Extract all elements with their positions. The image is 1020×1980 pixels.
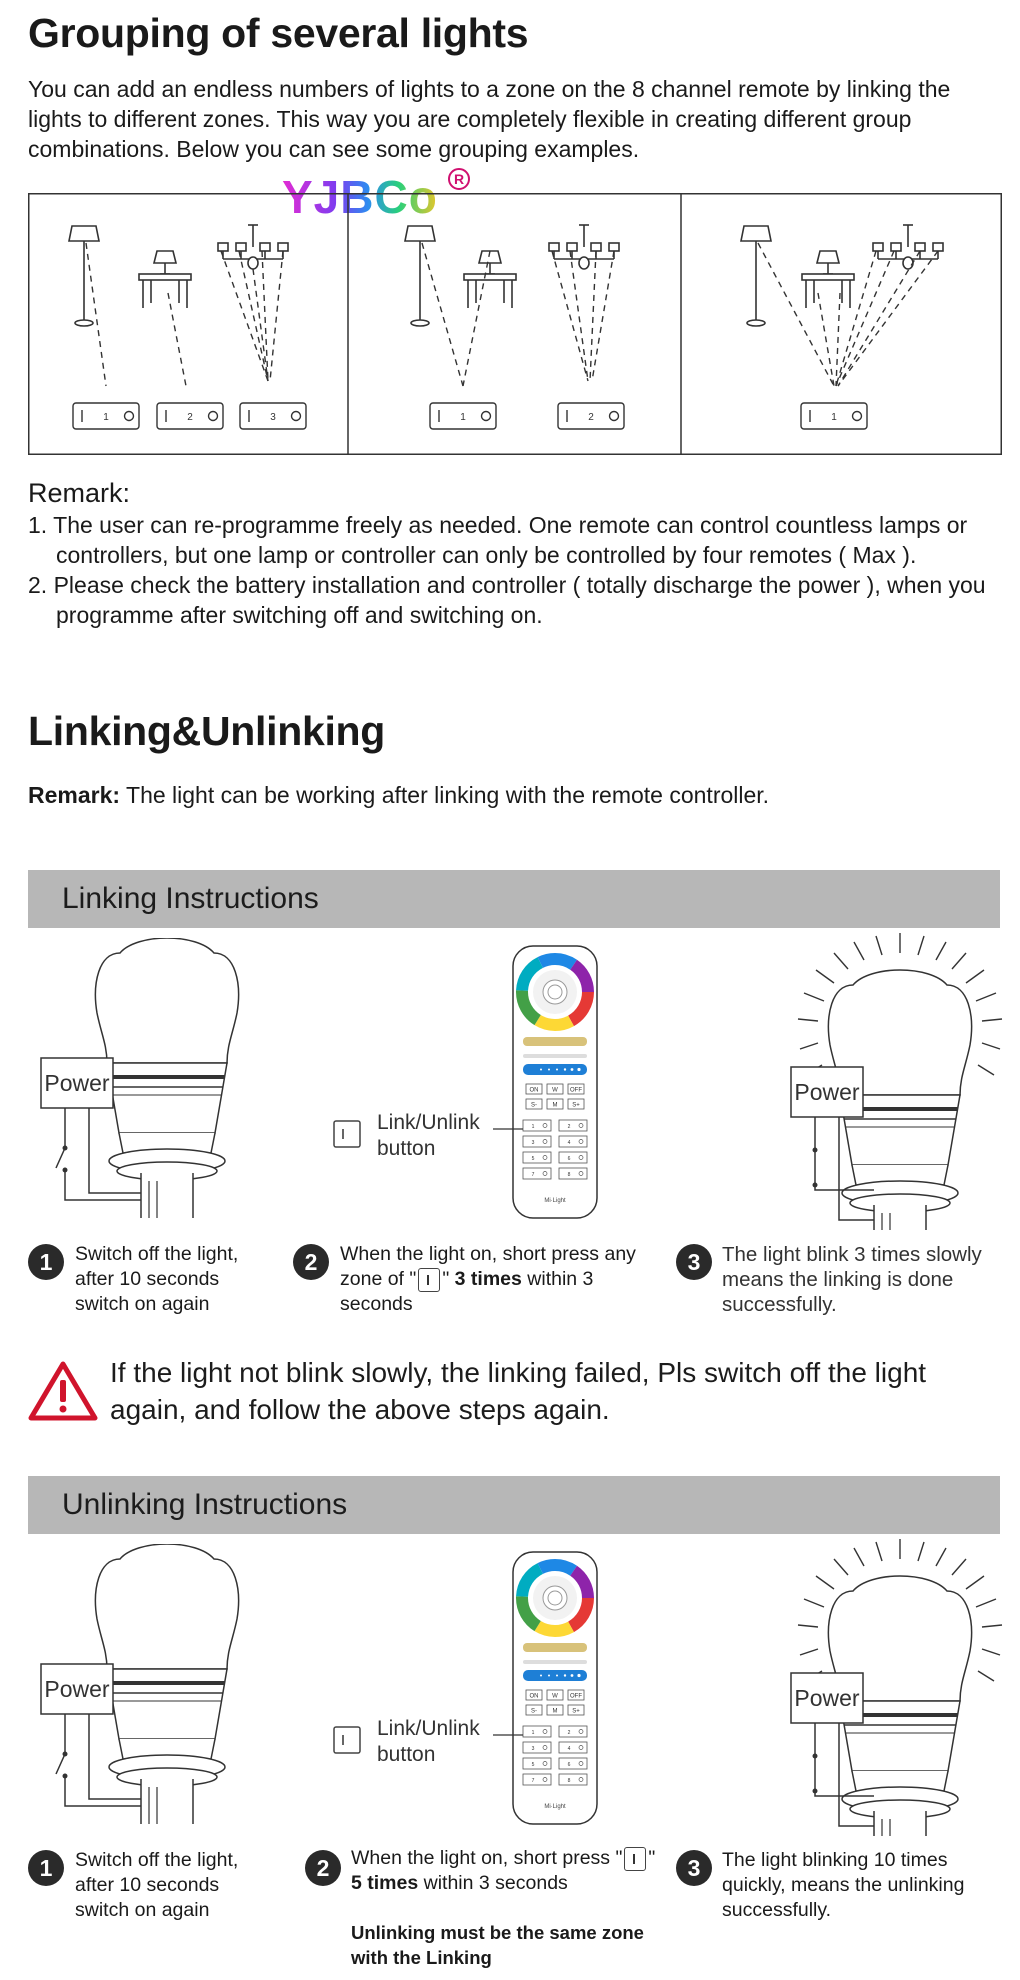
unlinking-banner — [28, 1476, 1000, 1534]
power-label: Power — [794, 1685, 860, 1711]
step-text-part: " — [648, 1847, 656, 1869]
grouping-description: You can add an endless numbers of lights to a zone on the 8 channel remote by linking the lights to different zones. This way you are completely flexible in creating different group combinations. Below you can see some grouping examples. — [28, 76, 951, 162]
zone-label: 3 — [270, 412, 276, 423]
remote-controller — [505, 1548, 605, 1832]
grouping-panel-3 — [741, 225, 943, 429]
linking-step-2 — [340, 1242, 650, 1317]
bulb-off-illustration — [28, 938, 258, 1218]
remote-key: W — [552, 1693, 558, 1700]
step-number: 3 — [676, 1244, 712, 1280]
unlinking-step-2 — [351, 1846, 671, 1896]
step-number: 2 — [305, 1850, 341, 1886]
remote-zone-key: 2 — [567, 1124, 571, 1130]
remote-key: ON — [529, 1087, 539, 1094]
linking-remark-text: The light can be working after linking with the remote controller. — [120, 782, 770, 808]
step-text-part: within 3 seconds — [340, 1268, 594, 1315]
remote-key: M — [552, 1102, 558, 1109]
registered-mark-icon: R — [448, 168, 470, 190]
zone-label: 1 — [103, 412, 109, 423]
zone-button-icon — [624, 1847, 646, 1871]
grouping-panel-1 — [69, 225, 306, 429]
remark-list — [28, 510, 988, 630]
remark-heading: Remark: — [28, 478, 131, 508]
remote-zone-key: 7 — [531, 1778, 535, 1784]
remote-key: OFF — [570, 1693, 582, 1700]
remote-brand: Mi·Light — [544, 1804, 566, 1810]
step-number: 3 — [676, 1850, 712, 1886]
power-label: Power — [44, 1070, 110, 1096]
remote-zone-key: 7 — [531, 1172, 535, 1178]
step-text-bold: 3 times — [454, 1268, 522, 1290]
linking-remark-label: Remark: — [28, 782, 121, 808]
zone-label: 2 — [187, 412, 193, 423]
zone-button-icon — [418, 1268, 440, 1292]
unlinking-note: Unlinking must be the same zone with the Linking — [351, 1922, 644, 1968]
remote-key: S+ — [572, 1102, 580, 1109]
linking-step-3: The light blink 3 times slowly means the linking is done successfully. — [722, 1243, 982, 1316]
remote-controller — [505, 942, 605, 1226]
linking-warning: If the light not blink slowly, the linking failed, Pls switch off the light again, and follow the above steps again. — [110, 1357, 927, 1425]
step-text-bold: 5 times — [351, 1872, 419, 1894]
linking-unlinking-title: Linking&Unlinking — [28, 708, 386, 754]
remote-zone-key: 4 — [567, 1746, 571, 1752]
unlinking-step-1: Switch off the light, after 10 seconds switch on again — [75, 1849, 239, 1921]
linking-step-1: Switch off the light, after 10 seconds switch on again — [75, 1243, 239, 1315]
remote-zone-key: 5 — [531, 1762, 535, 1768]
step-text-part: within 3 seconds — [418, 1872, 568, 1894]
remote-key: S+ — [572, 1708, 580, 1715]
zone-label: 1 — [460, 412, 466, 423]
remark-item: 1. The user can re-programme freely as needed. One remote can control countless lamps or controllers, but one lamp or controller can only be controlled by four remotes ( Max ). — [28, 512, 968, 568]
step-number: 2 — [293, 1244, 329, 1280]
linking-banner — [28, 870, 1000, 928]
power-label: Power — [44, 1676, 110, 1702]
grouping-title: Grouping of several lights — [28, 10, 529, 56]
unlinking-banner-label: Unlinking Instructions — [62, 1488, 348, 1521]
remote-key: W — [552, 1087, 558, 1094]
bulb-blinking-illustration — [765, 930, 1005, 1230]
grouping-diagram — [28, 193, 1002, 455]
step-text-part: When the light on, short press " — [351, 1847, 623, 1869]
remote-zone-key: 3 — [531, 1140, 535, 1146]
step-text-part: When the light on, short press any zone of " — [340, 1243, 636, 1290]
bulb-off-illustration — [28, 1544, 258, 1824]
brand-logo: YJBCo — [282, 171, 438, 223]
remote-key: ON — [529, 1693, 539, 1700]
step-text-part: " — [442, 1268, 455, 1290]
link-unlink-label — [377, 1110, 480, 1162]
linking-banner-label: Linking Instructions — [62, 882, 319, 915]
remote-key: M — [552, 1708, 558, 1715]
step-number: 1 — [28, 1244, 64, 1280]
remote-zone-key: 4 — [567, 1140, 571, 1146]
link-unlink-label — [377, 1716, 480, 1768]
remote-zone-key: 1 — [531, 1730, 535, 1736]
remote-zone-key: 6 — [567, 1156, 571, 1162]
remote-zone-key: 1 — [531, 1124, 535, 1130]
remote-key: S- — [531, 1102, 537, 1109]
grouping-panel-2 — [405, 225, 624, 429]
step-number: 1 — [28, 1850, 64, 1886]
link-unlink-line1: Link/Unlink — [377, 1717, 480, 1740]
link-unlink-line2: button — [377, 1137, 436, 1160]
zone-label: 1 — [831, 412, 837, 423]
zone-label: 2 — [588, 412, 594, 423]
remote-zone-key: 8 — [567, 1172, 571, 1178]
link-unlink-line2: button — [377, 1743, 436, 1766]
unlinking-step-3: The light blinking 10 times quickly, means the unlinking successfully. — [722, 1849, 965, 1921]
remark-item: 2. Please check the battery installation and controller ( totally discharge the power ), when you programme after switching off and switching on. — [28, 572, 986, 628]
remote-brand: Mi·Light — [544, 1198, 566, 1204]
remote-zone-key: 8 — [567, 1778, 571, 1784]
remote-key: S- — [531, 1708, 537, 1715]
remote-zone-key: 2 — [567, 1730, 571, 1736]
remote-zone-key: 5 — [531, 1156, 535, 1162]
remote-zone-key: 6 — [567, 1762, 571, 1768]
remote-zone-key: 3 — [531, 1746, 535, 1752]
linking-remark — [28, 780, 988, 810]
bulb-blinking-illustration — [765, 1536, 1005, 1836]
link-unlink-line1: Link/Unlink — [377, 1111, 480, 1134]
warning-icon — [28, 1360, 98, 1422]
power-label: Power — [794, 1079, 860, 1105]
remote-key: OFF — [570, 1087, 582, 1094]
